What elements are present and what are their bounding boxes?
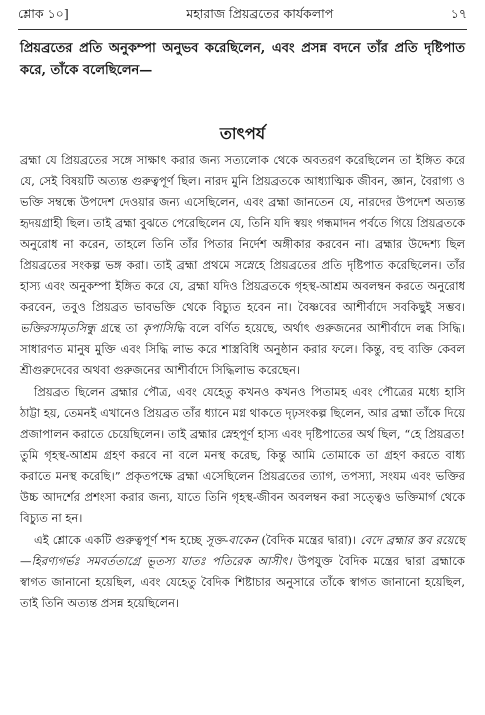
verse-translation: প্রিয়ব্রতের প্রতি অনুকম্পা অনুভব করেছিলেন, এবং প্রসন্ন বদনে তাঁর প্রতি দৃষ্টিপাত করে, তাঁকে বলেছিলেন— (20, 41, 465, 78)
purport-body (20, 150, 465, 614)
section-title: তাৎপর্য (219, 124, 266, 143)
page-number: ১৭ (450, 6, 467, 21)
term: কৃপাসিদ্ধি (142, 321, 185, 335)
text-run: ব্রহ্মা যে প্রিয়ব্রতের সঙ্গে সাক্ষাৎ করার জন্য সত্যলোক থেকে অবতরণ করেছিলেন তা ইঙ্গিত করে যে, সেই বিষয়টি অত্যন্ত গুরুত্বপূর্ণ ছিল। নারদ মুনি প্রিয়ব্রতকে আধ্যাত্মিক জীবন, জ্ঞান, বৈরাগ্য ও ভক্তি সম্বন্ধে উপদেশ দেওয়ার জন্য এসেছিলেন, এবং ব্রহ্মা জানতেন যে, নারদের উপদেশ অত্যন্ত হৃদয়গ্রাহী ছিল। তাই ব্রহ্মা বুঝতে পেরেছিলেন যে, তিনি যদি স্বয়ং গন্ধমাদন পর্বতে গিয়ে প্রিয়ব্রতকে অনুরোধ না করেন, তাহলে তিনি তাঁর পিতার নির্দেশ অঙ্গীকার করবেন না। ব্রহ্মার উদ্দেশ্য ছিল প্রিয়ব্রতের সংকল্প ভঙ্গ করা। তাই ব্রহ্মা প্রথমে সস্নেহে প্রিয়ব্রতের প্রতি দৃষ্টিপাত করেছিলেন। তাঁর হাস্য এবং অনুকম্পা ইঙ্গিত করে যে, ব্রহ্মা যদিও প্রিয়ব্রতকে গৃহস্থ-আশ্রম অবলম্বন করতে অনুরোধ করবেন, তবুও প্রিয়ব্রত ভাবভক্তি থেকে বিচ্যুত হবেন না। বৈষ্ণবের আশীর্বাদে সবকিছুই সম্ভব। (20, 153, 465, 314)
text-run: গ্রন্থে তা (95, 321, 143, 335)
book-title: ভক্তিরসামৃতসিন্ধু (20, 321, 96, 335)
paragraph (20, 382, 465, 529)
verse-reference: শ্লোক ১০] (18, 6, 69, 21)
paragraph (20, 150, 465, 381)
running-header (18, 4, 467, 30)
paragraph (20, 530, 465, 614)
term: সূক্ত-বাকেন (205, 533, 258, 547)
vedic-quote: বেদে ব্রহ্মার স্তব রয়েছে—হিরণ্যগর্ভঃ সমবর্ততাগ্রে ভূতস্য যাতঃ পতিরেক আসীৎ। (20, 533, 465, 568)
text-run: (বৈদিক মন্ত্রের দ্বারা)। (257, 533, 361, 547)
text-run: উপযুক্ত বৈদিক মন্ত্রের দ্বারা ব্রহ্মাকে স্বাগত জানানো হয়েছিল, এবং যেহেতু বৈদিক শিষ্টাচার অনুসারে তাঁকে স্বাগত জানানো হয়েছিল, তাই তিনি অত্যন্ত প্রসন্ন হয়েছিলেন। (20, 554, 465, 610)
chapter-title: মহারাজ প্রিয়ব্রতের কার্যকলাপ (186, 6, 334, 21)
text-run: এই শ্লোকে একটি গুরুত্বপূর্ণ শব্দ হচ্ছে (34, 533, 206, 547)
text-run: বলে বর্ণিত হয়েছে, অর্থাৎ গুরুজনের আশীর্বাদে লব্ধ সিদ্ধি। সাধারণত মানুষ মুক্তি এবং সিদ্ধি লাভ করে শাস্ত্রবিধি অনুষ্ঠান করার ফলে। কিন্তু, বহু ব্যক্তি কেবল শ্রীগুরুদেবের অথবা গুরুজনের আশীর্বাদে সিদ্ধিলাভ করেছেন। (20, 321, 465, 377)
text-run: প্রিয়ব্রত ছিলেন ব্রহ্মার পৌত্র, এবং যেহেতু কখনও কখনও পিতামহ এবং পৌত্রের মধ্যে হাসি ঠাট্টা হয়, তেমনই এখানেও প্রিয়ব্রত তাঁর ধ্যানে মগ্ন থাকতে দৃঢ়সংকল্প ছিলেন, আর ব্রহ্মা তাঁকে দিয়ে প্রজাপালন করাতে চেয়েছিলেন। তাই ব্রহ্মার স্নেহপূর্ণ হাস্য এবং দৃষ্টিপাতের অর্থ ছিল, “হে প্রিয়ব্রত! তুমি গৃহস্থ-আশ্রম গ্রহণ করবে না বলে মনস্থ করেছ, কিন্তু আমি তোমাকে তা গ্রহণ করতে বাধ্য করাতে মনস্থ করেছি।” প্রকৃতপক্ষে ব্রহ্মা এসেছিলেন প্রিয়ব্রতের ত্যাগ, তপস্যা, সংযম এবং ভক্তির উচ্চ আদর্শের প্রশংসা করার জন্য, যাতে তিনি গৃহস্থ-জীবন অবলম্বন করা সত্ত্বেও ভক্তিমার্গ থেকে বিচ্যুত না হন। (20, 385, 465, 525)
